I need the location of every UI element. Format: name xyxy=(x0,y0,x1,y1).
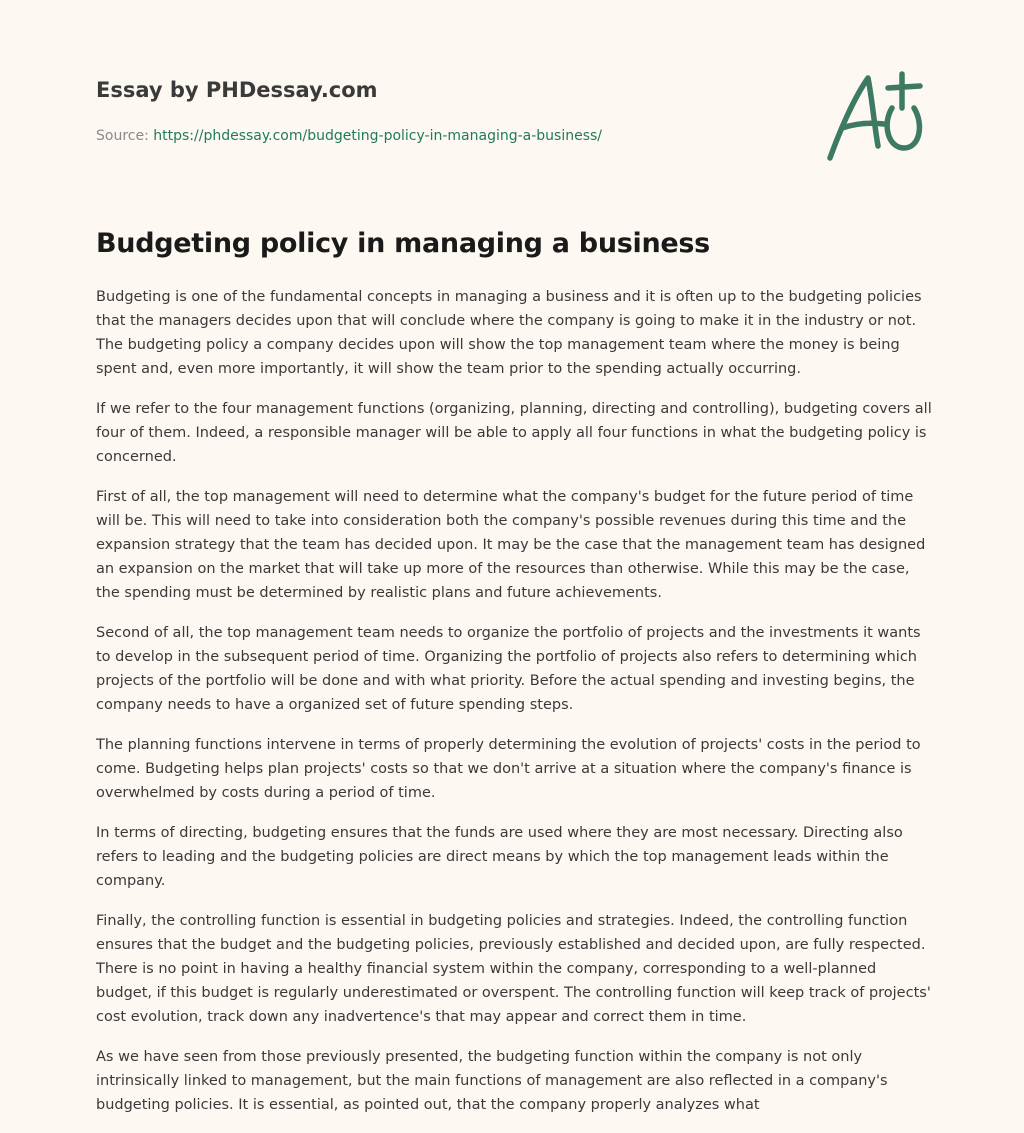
a-plus-logo xyxy=(822,68,930,168)
site-title: Essay by PHDessay.com xyxy=(96,78,378,102)
paragraph: Budgeting is one of the fundamental concepts in managing a business and it is often up to the budgeting policies that the managers decides upon that will conclude where the company is going to make it in the industry or not. The budgeting policy a company decides upon will show the top management team where the money is being spent and, even more importantly, it will show the team prior to the spending actually occurring. xyxy=(96,289,922,377)
source-label: Source: xyxy=(96,128,154,144)
paragraph: The planning functions intervene in terms of properly determining the evolution of projects' costs in the period to come. Budgeting helps plan projects' costs so that we don't arrive at a situation where the company's finance is overwhelmed by costs during a period of time. xyxy=(96,737,921,801)
paragraph: If we refer to the four management functions (organizing, planning, directing and controlling), budgeting covers all four of them. Indeed, a responsible manager will be able to apply all four functions in what the budgeting policy is concerned. xyxy=(96,401,932,465)
page-header xyxy=(96,76,796,146)
source-line xyxy=(96,126,796,146)
source-link[interactable]: https://phdessay.com/budgeting-policy-in-managing-a-business/ xyxy=(153,128,603,144)
essay-title: Budgeting policy in managing a business xyxy=(96,228,710,259)
paragraph: Finally, the controlling function is essential in budgeting policies and strategies. Indeed, the controlling function ensures that the budget and the budgeting policies, previously established and decided upon, are fully respected. There is no point in having a healthy financial system within the company, corresponding to a well-planned budget, if this budget is regularly underestimated or overspent. The controlling function will keep track of projects' cost evolution, track down any inadvertence's that may appear and correct them in time. xyxy=(96,913,931,1025)
paragraph: First of all, the top management will need to determine what the company's budget for the future period of time will be. This will need to take into consideration both the company's possible revenues during this time and the expansion strategy that the team has decided upon. It may be the case that the management team has designed an expansion on the market that will take up more of the resources than otherwise. While this may be the case, the spending must be determined by realistic plans and future achievements. xyxy=(96,489,926,601)
paragraph: Second of all, the top management team needs to organize the portfolio of projects and the investments it wants to develop in the subsequent period of time. Organizing the portfolio of projects also refers to determining which projects of the portfolio will be done and with what priority. Before the actual spending and investing begins, the company needs to have a organized set of future spending steps. xyxy=(96,625,921,713)
paragraph: In terms of directing, budgeting ensures that the funds are used where they are most necessary. Directing also refers to leading and the budgeting policies are direct means by which the top management leads within the company. xyxy=(96,825,903,889)
essay-body xyxy=(96,285,932,1133)
paragraph: As we have seen from those previously presented, the budgeting function within the company is not only intrinsically linked to management, but the main functions of management are also reflected in a company's budgeting policies. It is essential, as pointed out, that the company properly analyzes what xyxy=(96,1049,888,1113)
